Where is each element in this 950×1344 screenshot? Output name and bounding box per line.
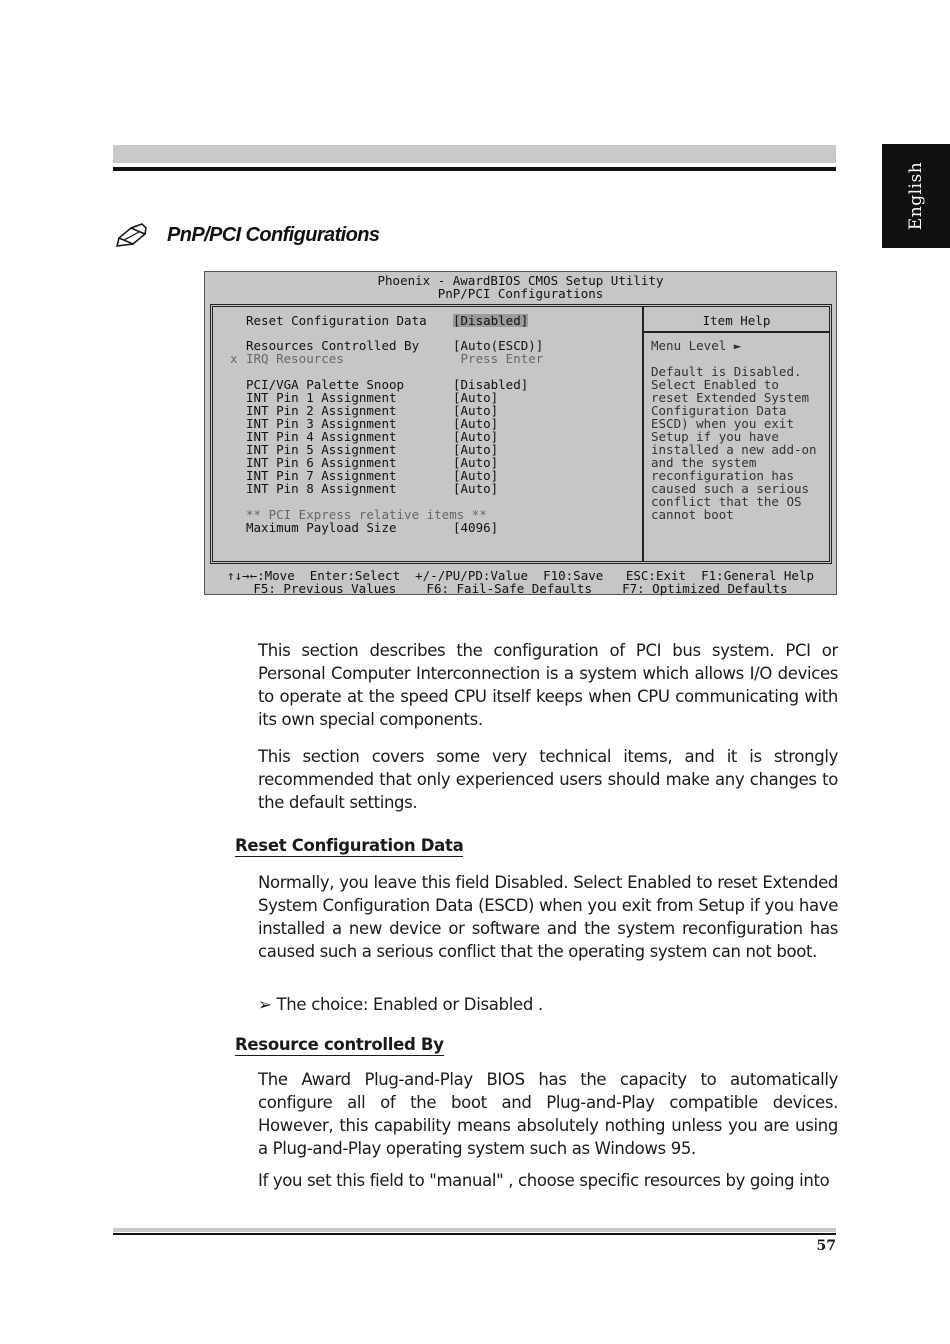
language-tab [882, 144, 950, 248]
resource-controlled-body-2: If you set this field to "manual" , choose specific resources by going into [258, 1171, 830, 1190]
bios-item-value[interactable]: [Disabled] [453, 313, 529, 328]
bios-help-line: installed a new add-on [651, 442, 817, 457]
bios-help-line: caused such a serious [651, 481, 810, 496]
bios-title [205, 274, 836, 300]
bios-item-label: Reset Configuration Data [246, 313, 427, 328]
bios-item-value[interactable]: [Auto] [453, 481, 499, 496]
bios-item-label: INT Pin 1 Assignment [246, 390, 397, 405]
bios-item-label: INT Pin 7 Assignment [246, 468, 397, 483]
bios-item-label: IRQ Resources [246, 351, 344, 366]
page-number: 57 [816, 1238, 836, 1254]
resource-controlled-body: The Award Plug-and-Play BIOS has the capacity to automatically configure all of the boot and Plug-and-Play compatible devices. However, this capability means absolutely nothing unless you are using a Plug-and-Play operating system such as Windows 95. [258, 1070, 838, 1158]
bios-help-line: Default is Disabled. [651, 364, 802, 379]
bios-item-label: INT Pin 2 Assignment [246, 403, 397, 418]
bios-help-line: cannot boot [651, 507, 734, 522]
bios-frame [210, 304, 832, 564]
bios-item-value[interactable]: [Auto] [453, 390, 499, 405]
bios-item-label: INT Pin 3 Assignment [246, 416, 397, 431]
bios-item-label: ** PCI Express relative items ** [246, 507, 487, 522]
bios-item-value[interactable]: [Auto] [453, 468, 499, 483]
bios-help-header-rule [644, 331, 829, 333]
section-heading [115, 222, 379, 248]
bios-help-line: conflict that the OS [651, 494, 802, 509]
bios-help-title: Item Help [702, 313, 771, 328]
bios-item-disabled-marker: x [230, 351, 238, 366]
bios-item-label: INT Pin 8 Assignment [246, 481, 397, 496]
reset-config-body: Normally, you leave this field Disabled. Select Enabled to reset Extended System Configuration Data (ESCD) when you exit from Setup if you have installed a new device or software and the system reconfiguration has caused such a serious conflict that the operating system can not boot. [258, 873, 838, 961]
bios-footer-line2: F5: Previous Values F6: Fail-Safe Defaults F7: Optimized Defaults [253, 581, 788, 596]
bios-item-label: INT Pin 6 Assignment [246, 455, 397, 470]
bios-help-line: reset Extended System [651, 390, 810, 405]
bios-item-value[interactable]: [Auto] [453, 429, 499, 444]
section-title: PnP/PCI Configurations [167, 223, 380, 246]
bios-item-label: PCI/VGA Palette Snoop [246, 377, 405, 392]
bios-item-label: INT Pin 5 Assignment [246, 442, 397, 457]
reset-config-choice: ➢ The choice: Enabled or Disabled . [258, 995, 543, 1014]
header-black-rule [113, 167, 836, 171]
bios-help-line: Configuration Data [651, 403, 787, 418]
bios-help-line: Setup if you have [651, 429, 779, 444]
pencil-note-icon [115, 222, 149, 248]
bios-menu-level: Menu Level ► [651, 338, 742, 353]
bios-help-line: and the system [651, 455, 757, 470]
bios-help-line: reconfiguration has [651, 468, 794, 483]
footer-black-rule [113, 1233, 836, 1235]
bios-screenshot [204, 271, 837, 595]
bios-item-value[interactable]: [Disabled] [453, 377, 529, 392]
bios-item-value[interactable]: [Auto(ESCD)] [453, 338, 544, 353]
bios-item-label: INT Pin 4 Assignment [246, 429, 397, 444]
resource-controlled-heading: Resource controlled By [235, 1035, 444, 1054]
bios-item-value[interactable]: Press Enter [453, 351, 544, 366]
bios-help-line: Select Enabled to [651, 377, 779, 392]
bios-help-line: ESCD) when you exit [651, 416, 794, 431]
intro-paragraph-1: This section describes the configuration of PCI bus system. PCI or Personal Computer Interconnection is a system which allows I/O devices to operate at the speed CPU itself keeps when CPU communicating with its own special components. [258, 641, 838, 729]
intro-paragraph-2: This section covers some very technical items, and it is strongly recommended that only experienced users should make any changes to the default settings. [258, 747, 838, 812]
bios-item-value[interactable]: [4096] [453, 520, 499, 535]
header-gray-bar [113, 145, 836, 163]
bios-item-label: Resources Controlled By [246, 338, 420, 353]
bios-title-line2: PnP/PCI Configurations [437, 286, 604, 301]
bios-item-label: Maximum Payload Size [246, 520, 397, 535]
language-tab-label: English [906, 161, 927, 231]
footer-gray-bar [113, 1228, 836, 1232]
bios-item-value[interactable]: [Auto] [453, 442, 499, 457]
reset-config-heading: Reset Configuration Data [235, 836, 464, 855]
bios-item-value[interactable]: [Auto] [453, 416, 499, 431]
bios-footer-line1: ↑↓→←:Move Enter:Select +/-/PU/PD:Value F10:Save ESC:Exit F1:General Help [227, 568, 814, 583]
bios-divider [642, 307, 644, 561]
bios-title-line1: Phoenix - AwardBIOS CMOS Setup Utility [377, 273, 664, 288]
bios-item-value[interactable]: [Auto] [453, 403, 499, 418]
bios-item-value[interactable]: [Auto] [453, 455, 499, 470]
